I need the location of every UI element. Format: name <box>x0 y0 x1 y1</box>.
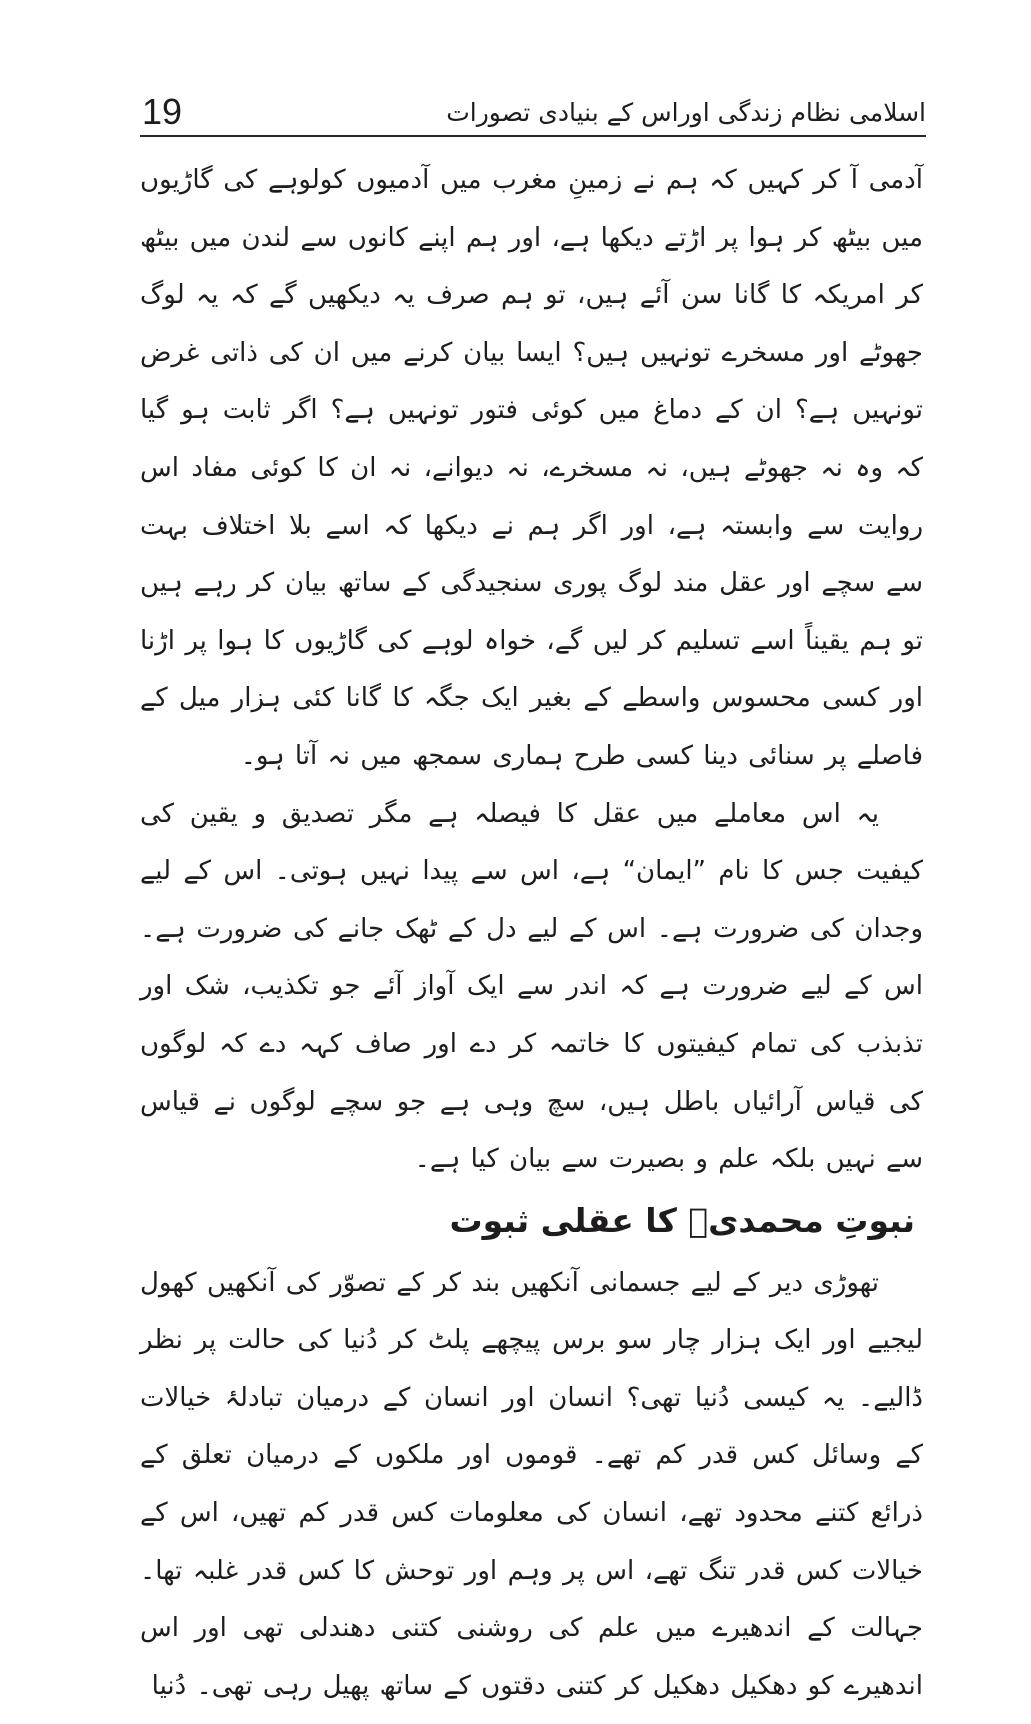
header-rule <box>140 135 926 137</box>
page-header <box>140 88 926 138</box>
page-body <box>140 152 923 1715</box>
section-heading: نبوتِ محمدیؐ کا عقلی ثبوت <box>449 1200 915 1240</box>
page-number: 19 <box>142 91 183 132</box>
running-title: اسلامی نظام زندگی اوراس کے بنیادی تصورات <box>446 98 926 127</box>
paragraph-3: تھوڑی دیر کے لیے جسمانی آنکھیں بند کر کے تصوّر کی آنکھیں کھول لیجیے اور ایک ہزار چار سو برس پیچھے پلٹ کر دُنیا کی حالت پر نظر ڈالیے۔ یہ کیسی دُنیا تھی؟ انسان اور انسان کے درمیان تبادلۂ خیالات کے وسائل کس قدر کم تھے۔ قوموں اور ملکوں کے درمیان تعلق کے ذرائع کتنے محدود تھے، انسان کی معلومات کس قدر کم تھیں، اس کے خیالات کس قدر تنگ تھے، اس پر وہم اور توحش کا کس قدر غلبہ تھا۔ جہالت کے اندھیرے میں علم کی روشنی کتنی دھندلی تھی اور اس اندھیرے کو دھکیل دھکیل کر کتنی دقتوں کے ساتھ پھیل رہی تھی۔ دُنیا <box>140 1267 923 1701</box>
paragraph-1: آدمی آ کر کہیں کہ ہم نے زمینِ مغرب میں آدمیوں کولوہے کی گاڑیوں میں بیٹھ کر ہوا پر اڑتے دیکھا ہے، اور ہم اپنے کانوں سے لندن میں بیٹھ کر امریکہ کا گانا سن آئے ہیں، تو ہم صرف یہ دیکھیں گے کہ یہ لوگ جھوٹے اور مسخرے تونہیں ہیں؟ ایسا بیان کرنے میں ان کی ذاتی غرض تونہیں ہے؟ ان کے دماغ میں کوئی فتور تونہیں ہے؟ اگر ثابت ہو گیا کہ وہ نہ جھوٹے ہیں، نہ مسخرے، نہ دیوانے، نہ ان کا کوئی مفاد اس روایت سے وابستہ ہے، اور اگر ہم نے دیکھا کہ اسے بلا اختلاف بہت سے سچے اور عقل مند لوگ پوری سنجیدگی کے ساتھ بیان کر رہے ہیں تو ہم یقیناً اسے تسلیم کر لیں گے، خواہ لوہے کی گاڑیوں کا ہوا پر اڑنا اور کسی محسوس واسطے کے بغیر ایک جگہ کا گانا کئی ہزار میل کے فاصلے پر سنائی دینا کسی طرح ہماری سمجھ میں نہ آتا ہو۔ <box>140 165 923 771</box>
paragraph-2: یہ اس معاملے میں عقل کا فیصلہ ہے مگر تصدیق و یقین کی کیفیت جس کا نام ”ایمان“ ہے، اس سے پیدا نہیں ہوتی۔ اس کے لیے وجدان کی ضرورت ہے۔ اس کے لیے دل کے ٹھک جانے کی ضرورت ہے۔ اس کے لیے ضرورت ہے کہ اندر سے ایک آواز آئے جو تکذیب، شک اور تذبذب کی تمام کیفیتوں کا خاتمہ کر دے اور صاف کہہ دے کہ لوگوں کی قیاس آرائیاں باطل ہیں، سچ وہی ہے جو سچے لوگوں نے قیاس سے نہیں بلکہ علم و بصیرت سے بیان کیا ہے۔ <box>140 798 923 1175</box>
